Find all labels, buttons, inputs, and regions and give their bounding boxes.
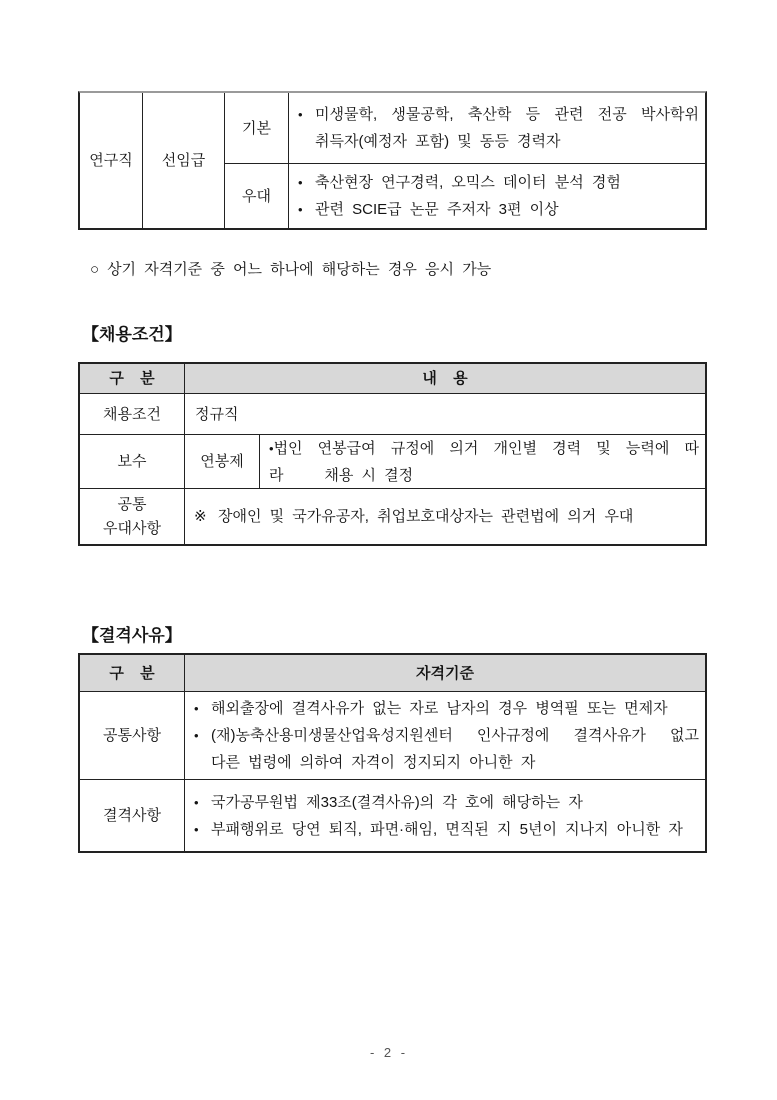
basic-line-2: 취득자(예정자 포함) 및 동등 경력자 [315, 133, 561, 150]
disqualification-section-title: 【결격사유】 [82, 626, 182, 645]
common-item-1: 해외출장에 결격사유가 없는 자로 남자의 경우 병역필 또는 면제자 [211, 700, 668, 717]
grade-label: 선임급 [161, 152, 206, 169]
cell-pref-content [185, 489, 705, 544]
bullet-item [194, 816, 699, 843]
employment-header-col2: 내 용 [185, 364, 705, 394]
cell-common-content [185, 692, 705, 780]
position-label: 연구직 [89, 152, 133, 169]
bullet-marker: • [194, 728, 199, 743]
cell-basic-content [289, 93, 705, 164]
cell-pay-label: 보수 [80, 435, 185, 489]
employment-header-col1: 구 분 [80, 364, 185, 394]
bullet-item [194, 789, 699, 816]
preferred-label: 우대 [242, 187, 271, 205]
circle-marker: ○ [90, 261, 100, 278]
disq-header-col1: 구 분 [80, 655, 185, 692]
bullet-marker: • [194, 821, 199, 837]
bullet-marker: • [298, 202, 303, 217]
bullet-item [298, 169, 699, 196]
disq-header-col2: 자격기준 [185, 655, 705, 692]
disqualification-table [78, 653, 707, 853]
cell-disq-label: 결격사항 [80, 780, 185, 851]
basic-label: 기본 [242, 119, 271, 137]
common-item-2-line-2: 다른 법령에 의하여 자격이 정지되지 아니한 자 [211, 754, 536, 771]
pref-label-line1: 공통 [117, 495, 147, 513]
cell-common-label: 공통사항 [80, 692, 185, 780]
cell-position [80, 93, 143, 228]
bullet-item [194, 722, 699, 776]
cell-pay-sub: 연봉제 [185, 435, 260, 489]
bullet-marker: • [298, 107, 303, 122]
cell-pref-label [80, 489, 185, 544]
cell-disq-content [185, 780, 705, 851]
qualification-table [78, 91, 707, 230]
cell-type-value: 정규직 [185, 394, 705, 435]
cell-preferred-content [289, 164, 705, 228]
basic-line-1: 미생물학, 생물공학, 축산학 등 관련 전공 박사학위 [315, 106, 699, 123]
cell-pay-content [260, 435, 705, 489]
bullet-marker: • [298, 175, 303, 190]
eligibility-note [90, 260, 491, 280]
cell-preferred-label [225, 164, 289, 228]
pref-value: 장애인 및 국가유공자, 취업보호대상자는 관련법에 의거 우대 [218, 508, 634, 525]
bullet-item [298, 196, 699, 223]
employment-section-title: 【채용조건】 [82, 325, 182, 344]
disq-item-2: 부패행위로 당연 퇴직, 파면·해임, 면직된 지 5년이 지나지 아니한 자 [211, 820, 683, 838]
reference-marker: ※ [194, 508, 207, 525]
preferred-item-1: 축산현장 연구경력, 오믹스 데이터 분석 경험 [315, 174, 621, 191]
preferred-item-2: 관련 SCIE급 논문 주저자 3편 이상 [315, 201, 559, 218]
disq-item-1: 국가공무원법 제33조(결격사유)의 각 호에 해당하는 자 [211, 793, 583, 811]
bullet-marker: • [269, 440, 274, 456]
cell-type-label: 채용조건 [80, 394, 185, 435]
pay-line-2: 라 채용 시 결정 [269, 466, 414, 484]
bullet-item [298, 101, 699, 155]
bullet-item [194, 695, 699, 722]
common-item-2-line-1: (재)농축산용미생물산업육성지원센터 인사규정에 결격사유가 없고 [211, 727, 699, 744]
pay-line-1: •법인 연봉급여 규정에 의거 개인별 경력 및 능력에 따 [269, 439, 699, 457]
cell-basic-label [225, 93, 289, 164]
bullet-marker: • [194, 794, 199, 810]
eligibility-note-text: 상기 자격기준 중 어느 하나에 해당하는 경우 응시 가능 [107, 261, 492, 278]
note-item [194, 503, 699, 530]
bullet-marker: • [194, 701, 199, 716]
cell-grade [143, 93, 225, 228]
pref-label-line2: 우대사항 [103, 519, 161, 537]
employment-table [78, 362, 707, 546]
page-number: - 2 - [369, 1045, 408, 1060]
